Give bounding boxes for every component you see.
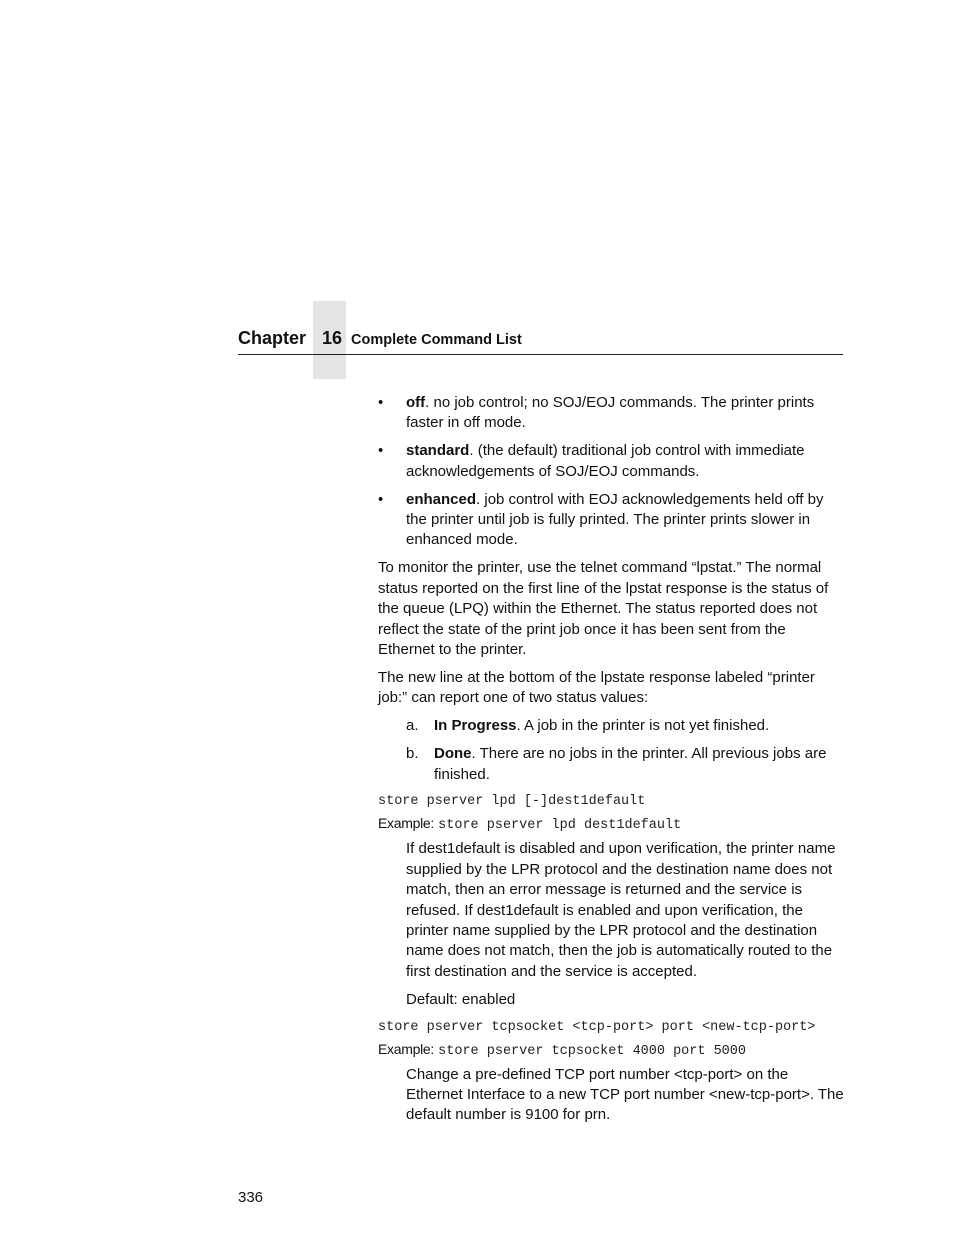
monitor-paragraph: To monitor the printer, use the telnet command “lpstat.” The normal status reported on the first line of the lpstat response is the status of the queue (LPQ) within the Ethernet. The status reported does not reflect the state of the print job once it has been sent from the Ethernet to the printer. xyxy=(378,559,829,658)
chapter-label: Chapter xyxy=(238,328,307,348)
option-description: . job control with EOJ acknowledgements held off by the printer until job is fully printed. The printer prints slower in enhanced mode. xyxy=(406,490,824,549)
option-term: off xyxy=(406,394,426,411)
bullet-icon: • xyxy=(378,442,384,460)
command-description: Change a pre-defined TCP port number <tcp-port> on the Ethernet Interface to a new TCP port number <new-tcp-port>. The default number is 9100 for prn. xyxy=(406,1065,844,1124)
status-term: In Progress xyxy=(434,717,517,735)
option-term: enhanced xyxy=(406,490,477,508)
page-number: 336 xyxy=(238,1189,264,1206)
status-values-list xyxy=(378,716,844,785)
list-marker: b. xyxy=(406,745,419,763)
example-label: Example: xyxy=(378,1040,434,1057)
command-syntax: store pserver tcpsocket <tcp-port> port <new-tcp-port> xyxy=(378,1019,816,1035)
command-example xyxy=(378,812,844,837)
new-line-paragraph: The new line at the bottom of the lpstate response labeled “printer job:” can report one of two status values: xyxy=(378,668,815,707)
example-code: store pserver lpd dest1default xyxy=(438,818,682,834)
status-description: . A job in the printer is not yet finished. xyxy=(516,717,770,735)
option-term: standard xyxy=(406,442,470,460)
list-item xyxy=(378,393,844,434)
command-description: If dest1default is disabled and upon verification, the printer name supplied by the LPR protocol and the destination name does not match, then an error message is returned and the service is refused. If dest1default is enabled and upon verification, the printer name supplied by the LPR protocol and the destination name does not match, then the job is automatically routed to the first destination and the service is accepted. xyxy=(406,840,836,980)
option-description: . no job control; no SOJ/EOJ commands. The printer prints faster in off mode. xyxy=(406,394,815,432)
bullet-icon: • xyxy=(378,490,384,508)
command-example xyxy=(378,1038,844,1063)
list-item xyxy=(378,441,844,482)
list-item xyxy=(378,490,844,551)
header-rule xyxy=(238,354,843,355)
example-code: store pserver tcpsocket 4000 port 5000 xyxy=(438,1043,746,1059)
example-label: Example: xyxy=(378,815,434,832)
status-term: Done xyxy=(434,745,472,763)
option-description: . (the default) traditional job control with immediate acknowledgements of SOJ/EOJ commands. xyxy=(406,442,805,480)
page-content xyxy=(378,393,844,1133)
chapter-title: Complete Command List xyxy=(351,332,522,348)
chapter-number: 16 xyxy=(322,328,343,348)
command-default: Default: enabled xyxy=(406,990,516,1008)
list-marker: a. xyxy=(406,717,419,735)
bullet-icon: • xyxy=(378,394,384,411)
status-description: . There are no jobs in the printer. All previous jobs are finished. xyxy=(434,745,827,783)
command-syntax: store pserver lpd [-]dest1default xyxy=(378,794,646,810)
job-control-options xyxy=(378,393,844,551)
list-item xyxy=(406,744,844,785)
list-item xyxy=(406,716,844,736)
